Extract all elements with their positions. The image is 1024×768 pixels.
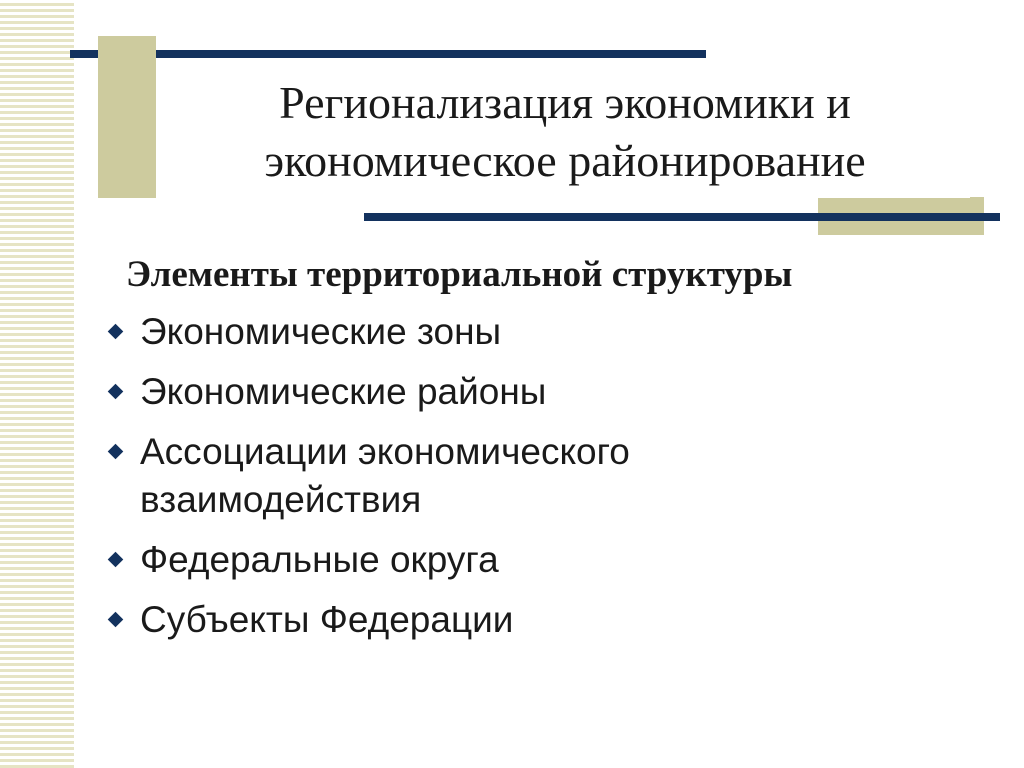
slide-title-line-2: экономическое районирование [264, 135, 866, 186]
diamond-bullet-icon [108, 612, 124, 628]
diamond-bullet-icon [108, 444, 124, 460]
bullet-text [140, 536, 980, 584]
bullet-text [140, 308, 980, 356]
bullet-line: Экономические зоны [140, 311, 502, 352]
title-box [160, 70, 970, 198]
slide-title [160, 74, 970, 190]
title-bottom-rule [364, 213, 1000, 221]
diamond-bullet-icon [108, 384, 124, 400]
title-accent-block-left [98, 36, 156, 198]
slide-content [100, 248, 980, 656]
bullet-item [100, 428, 980, 524]
diamond-bullet-icon [108, 324, 124, 340]
slide-title-line-1: Регионализация экономики и [279, 77, 851, 128]
bullet-text [140, 596, 980, 644]
bullet-line: Экономические районы [140, 371, 547, 412]
bullet-item [100, 368, 980, 416]
section-heading: Элементы территориальной структуры [126, 254, 793, 295]
bullet-text [140, 428, 980, 524]
decorative-stripes [0, 0, 74, 768]
bullet-line: взаимодействия [140, 479, 422, 520]
bullet-item [100, 536, 980, 584]
bullet-item [100, 308, 980, 356]
diamond-bullet-icon [108, 552, 124, 568]
bullet-line: Федеральные округа [140, 539, 499, 580]
title-top-rule [70, 50, 706, 58]
bullet-item [100, 596, 980, 644]
bullet-line: Ассоциации экономического [140, 431, 630, 472]
bullet-list [100, 308, 980, 644]
bullet-line: Субъекты Федерации [140, 599, 514, 640]
bullet-text [140, 368, 980, 416]
